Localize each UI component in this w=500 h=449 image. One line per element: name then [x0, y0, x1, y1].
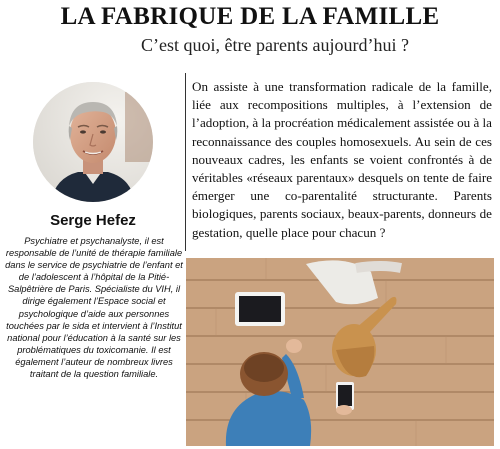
family-photo — [186, 258, 494, 446]
page-title: LA FABRIQUE DE LA FAMILLE — [60, 3, 440, 30]
page-subtitle: C’est quoi, être parents aujourd’hui ? — [141, 35, 409, 55]
column-divider — [185, 73, 186, 251]
author-portrait — [33, 82, 153, 202]
article-body: On assiste à une transformation radicale de la famille, liée aux recompositions multiples, à l’extension de l’adoption, à la procréation médicalement assistée ou à la reconnaissance des couples homosexuels. Au sein de ces nouveaux cadres, les enfants se voient confrontés à de véritables «réseaux parentaux» desquels on tente de faire émerger une co-parentalité structurante. Parents biologiques, parents sociaux, beaux-parents, donneurs de gestation, quelle place pour chacun ? — [192, 79, 492, 240]
author-bio: Psychiatre et psychanalyste, il est responsable de l’unité de thérapie familiale dans le service de psychiatrie de l’enfant et de l’adolescent à l’hôpital de la Pitié-Salpêtrière de Paris. Spécialiste du VIH, il dirige également l’Espace social et psychologique d’aide aux personnes touchées par le sida et intervient à l’Institut national pour l’éducation à la santé sur les problématiques du toxicomanie. Il est également l’auteur de nombreux livres traitant de la question familiale. — [5, 236, 183, 380]
author-name: Serge Hefez — [50, 212, 136, 229]
